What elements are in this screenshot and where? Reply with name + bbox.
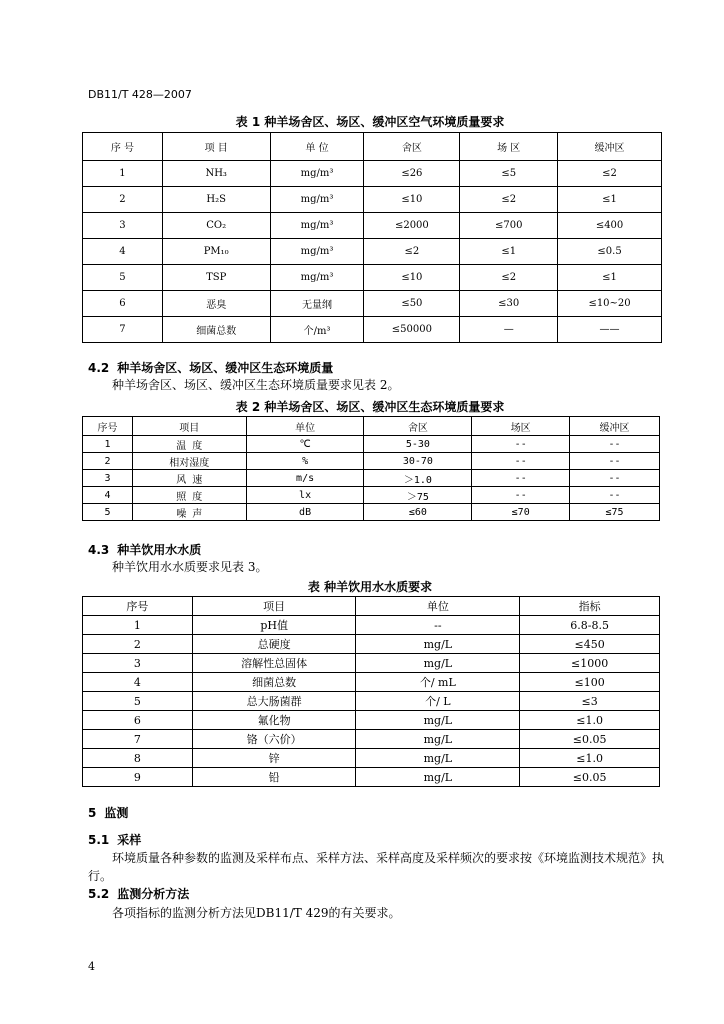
table-cell: 细菌总数 (192, 673, 356, 692)
table-cell: -- (356, 616, 520, 635)
table-cell: ≤2000 (364, 213, 460, 239)
table-cell: % (246, 453, 364, 470)
table-cell: ≤0.05 (520, 768, 660, 787)
table-cell: ≤2 (558, 161, 662, 187)
table-cell: ≤1 (460, 239, 558, 265)
table-row (83, 616, 660, 635)
table-cell: 1 (83, 436, 133, 453)
table-cell: 照 度 (132, 487, 246, 504)
section-4-3-heading (88, 541, 201, 558)
table-cell: mg/L (356, 635, 520, 654)
table-cell: mg/m³ (270, 161, 364, 187)
table-cell: ≤2 (364, 239, 460, 265)
section-5-2-heading (88, 885, 189, 902)
table-row (83, 673, 660, 692)
table-cell: 噪 声 (132, 504, 246, 521)
section-number: 5 (88, 806, 97, 820)
table-cell: 1 (83, 616, 193, 635)
table-cell: 无量纲 (270, 291, 364, 317)
table-cell: 4 (83, 673, 193, 692)
table1-title: 表 1 种羊场舍区、场区、缓冲区空气环境质量要求 (235, 115, 505, 129)
table-cell: mg/L (356, 711, 520, 730)
table-cell: ≤1.0 (520, 749, 660, 768)
table-row (83, 711, 660, 730)
table-cell: mg/L (356, 730, 520, 749)
table-cell: ≤60 (364, 504, 472, 521)
table-cell: 细菌总数 (162, 317, 270, 343)
table-header-cell: 项 目 (162, 133, 270, 161)
table-cell: ≤1 (558, 265, 662, 291)
section-4-3-text: 种羊饮用水水质要求见表 3。 (112, 560, 268, 574)
page-number: 4 (88, 960, 95, 973)
table3-title: 表 种羊饮用水水质要求 (307, 580, 433, 594)
table-cell: ≤10 (364, 187, 460, 213)
table-cell: ≤50 (364, 291, 460, 317)
table-cell: 5 (83, 504, 133, 521)
table-cell: ＞75 (364, 487, 472, 504)
table-cell: — (460, 317, 558, 343)
section-number: 4.2 (88, 361, 110, 375)
table-cell: 6 (83, 291, 163, 317)
section-5-2-text: 各项指标的监测分析方法见DB11/T 429的有关要求。 (112, 906, 401, 920)
table-cell: -- (570, 453, 660, 470)
table-header-cell: 单位 (246, 417, 364, 436)
table-cell: 1 (83, 161, 163, 187)
table-cell: 5-30 (364, 436, 472, 453)
document-code: DB11/T 428—2007 (88, 88, 192, 101)
table-header-cell: 舍区 (364, 133, 460, 161)
table-cell: mg/L (356, 749, 520, 768)
table-header-cell: 单 位 (270, 133, 364, 161)
table-cell: NH₃ (162, 161, 270, 187)
table-row (83, 504, 660, 521)
table-row (83, 265, 662, 291)
table-cell: lx (246, 487, 364, 504)
table-cell: 溶解性总固体 (192, 654, 356, 673)
table-cell: 7 (83, 317, 163, 343)
table-row (83, 692, 660, 711)
table-row (83, 317, 662, 343)
table-cell: ≤700 (460, 213, 558, 239)
table-cell: ≤0.5 (558, 239, 662, 265)
table-header-cell: 场区 (472, 417, 570, 436)
table-cell: 风 速 (132, 470, 246, 487)
table-cell: H₂S (162, 187, 270, 213)
table-header-cell: 舍区 (364, 417, 472, 436)
table-row (83, 213, 662, 239)
table-header-cell: 指标 (520, 597, 660, 616)
table-cell: -- (570, 470, 660, 487)
table-cell: 2 (83, 453, 133, 470)
table-cell: m/s (246, 470, 364, 487)
table-cell: -- (472, 487, 570, 504)
table-row (83, 487, 660, 504)
table-cell: ≤0.05 (520, 730, 660, 749)
table-cell: 4 (83, 239, 163, 265)
table-cell: 相对湿度 (132, 453, 246, 470)
section-number: 5.2 (88, 887, 110, 901)
table-cell: ≤70 (472, 504, 570, 521)
table-cell: 锌 (192, 749, 356, 768)
table-header-cell: 序 号 (83, 133, 163, 161)
table-cell: ≤2 (460, 265, 558, 291)
table-cell: 铅 (192, 768, 356, 787)
table-cell: 个/m³ (270, 317, 364, 343)
table-cell: ≤2 (460, 187, 558, 213)
table-header-row (83, 417, 660, 436)
table-header-cell: 序号 (83, 597, 193, 616)
section-title: 采样 (117, 833, 142, 847)
table-header-cell: 缓冲区 (570, 417, 660, 436)
table-cell: 总大肠菌群 (192, 692, 356, 711)
table-row (83, 470, 660, 487)
table-header-cell: 缓冲区 (558, 133, 662, 161)
table-cell: 5 (83, 692, 193, 711)
table-cell: 30-70 (364, 453, 472, 470)
table-header-cell: 场 区 (460, 133, 558, 161)
section-title: 种羊饮用水水质 (117, 543, 202, 557)
table-cell: 总硬度 (192, 635, 356, 654)
table-row (83, 749, 660, 768)
table-cell: -- (570, 487, 660, 504)
table-row (83, 161, 662, 187)
table-cell: -- (472, 470, 570, 487)
table-cell: 个/ L (356, 692, 520, 711)
table-row (83, 768, 660, 787)
table-cell: ≤10~20 (558, 291, 662, 317)
air-quality-table (82, 132, 662, 343)
table-header-cell: 单位 (356, 597, 520, 616)
table-cell: mg/m³ (270, 187, 364, 213)
table-cell: ≤5 (460, 161, 558, 187)
table-row (83, 239, 662, 265)
table-cell: mg/m³ (270, 265, 364, 291)
table-cell: ≤1.0 (520, 711, 660, 730)
table-cell: -- (472, 453, 570, 470)
table-cell: 8 (83, 749, 193, 768)
table-cell: 9 (83, 768, 193, 787)
water-quality-table (82, 596, 660, 787)
table-header-cell: 项目 (132, 417, 246, 436)
table-cell: 5 (83, 265, 163, 291)
section-number: 5.1 (88, 833, 110, 847)
table-cell: 6.8-8.5 (520, 616, 660, 635)
table-cell: 氟化物 (192, 711, 356, 730)
section-number: 4.3 (88, 543, 110, 557)
table-cell: mg/L (356, 768, 520, 787)
table-cell: ≤3 (520, 692, 660, 711)
table-row (83, 730, 660, 749)
table-cell: ≤100 (520, 673, 660, 692)
section-5-1-heading (88, 831, 141, 848)
table-cell: 恶臭 (162, 291, 270, 317)
table-row (83, 291, 662, 317)
table-cell: 2 (83, 635, 193, 654)
table-cell: ℃ (246, 436, 364, 453)
table-cell: 3 (83, 654, 193, 673)
table-cell: ≤1000 (520, 654, 660, 673)
table-cell: -- (570, 436, 660, 453)
table-cell: PM₁₀ (162, 239, 270, 265)
table-cell: ≤1 (558, 187, 662, 213)
table-cell: 4 (83, 487, 133, 504)
table-row (83, 436, 660, 453)
table-cell: mg/m³ (270, 213, 364, 239)
table-cell: ≤450 (520, 635, 660, 654)
table-cell: ≤10 (364, 265, 460, 291)
table-cell: 3 (83, 470, 133, 487)
table-cell: CO₂ (162, 213, 270, 239)
table-cell: —— (558, 317, 662, 343)
table-row (83, 654, 660, 673)
table-cell: TSP (162, 265, 270, 291)
section-4-2-heading (88, 359, 333, 376)
section-5-heading (88, 804, 128, 821)
table-cell: 温 度 (132, 436, 246, 453)
table-cell: ＞1.0 (364, 470, 472, 487)
table-cell: mg/L (356, 654, 520, 673)
table-cell: dB (246, 504, 364, 521)
section-title: 种羊场舍区、场区、缓冲区生态环境质量 (117, 361, 334, 375)
section-title: 监测 (104, 806, 129, 820)
table-cell: 铬（六价） (192, 730, 356, 749)
table-cell: ≤75 (570, 504, 660, 521)
table-cell: ≤26 (364, 161, 460, 187)
table-header-cell: 项目 (192, 597, 356, 616)
section-4-2-text: 种羊场舍区、场区、缓冲区生态环境质量要求见表 2。 (112, 378, 400, 392)
table2-title: 表 2 种羊场舍区、场区、缓冲区生态环境质量要求 (235, 400, 505, 414)
table-cell: 7 (83, 730, 193, 749)
section-5-1-text: 环境质量各种参数的监测及采样布点、采样方法、采样高度及采样频次的要求按《环境监测技术规范》执行。 (88, 851, 665, 883)
ecological-quality-table (82, 416, 660, 521)
table-header-cell: 序号 (83, 417, 133, 436)
table-row (83, 453, 660, 470)
table-header-row (83, 597, 660, 616)
table-cell: 个/ mL (356, 673, 520, 692)
table-row (83, 635, 660, 654)
table-cell: 6 (83, 711, 193, 730)
table-cell: ≤30 (460, 291, 558, 317)
table-header-row (83, 133, 662, 161)
table-cell: -- (472, 436, 570, 453)
table-cell: ≤400 (558, 213, 662, 239)
table-cell: mg/m³ (270, 239, 364, 265)
table-cell: pH值 (192, 616, 356, 635)
table-cell: ≤50000 (364, 317, 460, 343)
table-row (83, 187, 662, 213)
table-cell: 3 (83, 213, 163, 239)
table-cell: 2 (83, 187, 163, 213)
section-title: 监测分析方法 (117, 887, 190, 901)
